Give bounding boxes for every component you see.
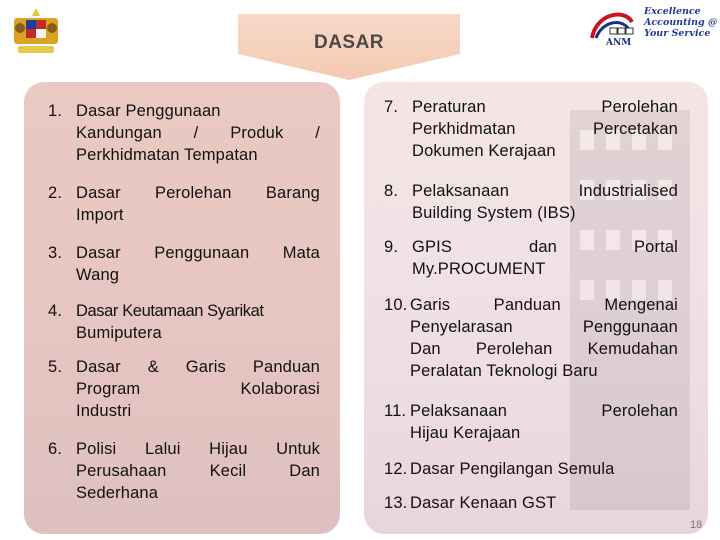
tagline-line: Your Service <box>644 28 711 39</box>
list-item <box>384 492 678 514</box>
item-text: Perusahaan Kecil Dan <box>76 462 320 480</box>
item-text: Peralatan Teknologi Baru <box>410 362 598 380</box>
list-item <box>384 400 678 444</box>
item-text: Pelaksanaan Perolehan <box>410 402 678 420</box>
item-text: Import <box>76 206 124 224</box>
item-number: 6. <box>48 440 63 458</box>
list-item <box>384 458 678 480</box>
item-text: Wang <box>76 266 120 284</box>
tagline <box>644 6 718 39</box>
item-number: 12. <box>384 460 408 478</box>
page-number: 18 <box>690 519 703 531</box>
anm-logo-text: ANM <box>606 38 632 48</box>
item-text: Bumiputera <box>76 324 162 342</box>
item-number: 7. <box>384 98 399 116</box>
item-text: Building System (IBS) <box>412 204 576 222</box>
item-text: Perkhidmatan Tempatan <box>76 146 258 164</box>
item-text: Dasar Perolehan Barang <box>76 184 320 202</box>
list-item <box>48 438 320 504</box>
item-text: Program Kolaborasi <box>76 380 320 398</box>
item-text: Peraturan Perolehan <box>412 98 678 116</box>
list-item <box>384 294 678 382</box>
item-text: GPIS dan Portal <box>412 238 678 256</box>
item-number: 11. <box>384 402 407 420</box>
item-number: 3. <box>48 244 63 262</box>
item-text: Dasar Kenaan GST <box>410 494 557 512</box>
tagline-line: Excellence <box>644 6 701 17</box>
item-text: Perkhidmatan Percetakan <box>412 120 678 138</box>
list-item <box>384 96 678 162</box>
item-text: My.PROCUMENT <box>412 260 546 278</box>
item-text: Dasar Pengilangan Semula <box>410 460 615 478</box>
item-text: Dasar & Garis Panduan <box>76 358 320 376</box>
item-number: 2. <box>48 184 63 202</box>
item-number: 9. <box>384 238 399 256</box>
item-text: Kandungan / Produk / <box>76 124 320 142</box>
list-item <box>48 300 320 344</box>
page-title: DASAR <box>313 32 385 53</box>
item-text: Hijau Kerajaan <box>410 424 521 442</box>
item-text: Penyelarasan Penggunaan <box>410 318 678 336</box>
list-item <box>48 100 320 166</box>
item-text: Dokumen Kerajaan <box>412 142 556 160</box>
item-number: 4. <box>48 302 63 320</box>
item-text: Polisi Lalui Hijau Untuk <box>76 440 320 458</box>
item-number: 1. <box>48 102 63 120</box>
item-text: Dan Perolehan Kemudahan <box>410 340 678 358</box>
list-item <box>48 242 320 286</box>
item-text: Sederhana <box>76 484 159 502</box>
item-text: Pelaksanaan Industrialised <box>412 182 678 200</box>
item-text: Dasar Keutamaan Syarikat <box>76 302 264 320</box>
coat-of-arms-logo <box>14 6 58 56</box>
item-text: Garis Panduan Mengenai <box>410 296 678 314</box>
item-number: 10. <box>384 296 408 314</box>
tagline-line: Accounting @ <box>644 17 718 28</box>
list-item <box>48 182 320 226</box>
item-text: Dasar Penggunaan Mata <box>76 244 320 262</box>
list-item <box>384 236 678 280</box>
list-item <box>384 180 678 224</box>
item-number: 8. <box>384 182 399 200</box>
list-item <box>48 356 320 422</box>
item-number: 5. <box>48 358 63 376</box>
item-text: Dasar Penggunaan <box>76 102 221 120</box>
item-text: Industri <box>76 402 132 420</box>
item-number: 13. <box>384 494 408 512</box>
